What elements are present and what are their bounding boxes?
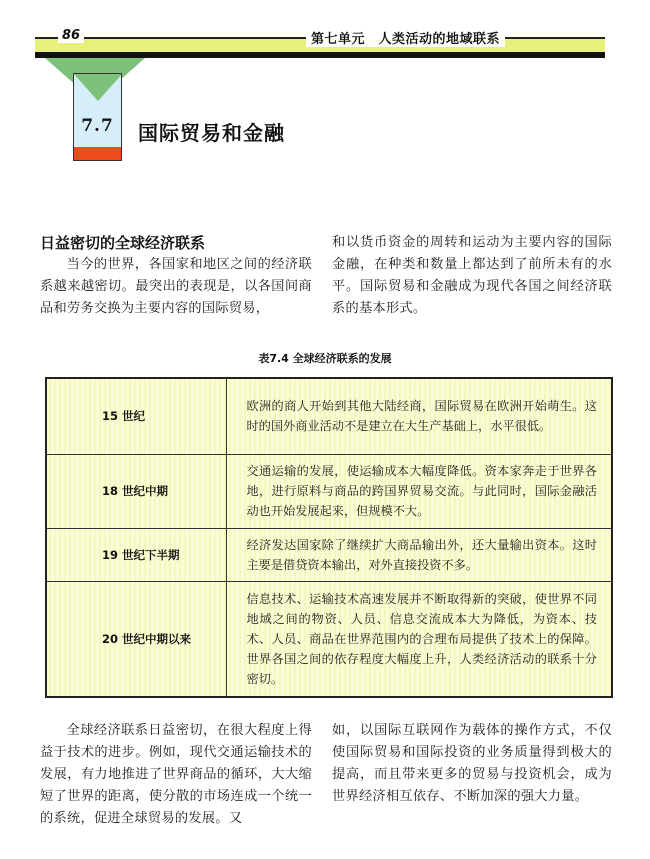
intro-text-right: 和以货币资金的周转和运动为主要内容的国际金融，在种类和数量上都达到了前所未有的水平。国际贸易和金融成为现代各国之间经济联系的基本形式。 <box>332 235 612 316</box>
closing-text-left: 全球经济联系日益密切，在很大程度上得益于技术的进步。例如，现代交通运输技术的发展，有力地推进了世界商品的循环，大大缩短了世界的距离，使分散的市场连成一个统一的系统，促进全球贸易的发展。又 <box>40 723 312 826</box>
table-row <box>46 454 612 528</box>
chapter-badge <box>73 73 122 161</box>
closing-paragraph-left <box>40 720 312 830</box>
era-cell: 15 世纪 <box>46 378 226 454</box>
chapter-title: 国际贸易和金融 <box>138 121 285 145</box>
era-cell: 20 世纪中期以来 <box>46 581 226 697</box>
badge-triangle-decoration <box>73 73 122 101</box>
table-row <box>46 581 612 697</box>
section-heading: 日益密切的全球经济联系 <box>40 234 206 252</box>
description-cell: 信息技术、运输技术高速发展并不断取得新的突破，使世界不同地域之间的物资、人员、信息交流成本大为降低，为资本、技术、人员、商品在世界范围内的合理布局提供了技术上的保障。世界各国之间的依存程度大幅度上升，人类经济活动的联系十分密切。 <box>226 581 612 697</box>
table-caption: 表7.4 全球经济联系的发展 <box>258 352 392 365</box>
description-cell: 经济发达国家除了继续扩大商品输出外，还大量输出资本。这时主要是借贷资本输出，对外直接投资不多。 <box>226 528 612 581</box>
table-row <box>46 378 612 454</box>
closing-text-right: 如，以国际互联网作为载体的操作方式，不仅使国际贸易和国际投资的业务质量得到极大的提高，而且带来更多的贸易与投资机会，成为世界经济相互依存、不断加深的强大力量。 <box>332 723 612 804</box>
intro-paragraph-left <box>40 254 312 320</box>
era-cell: 18 世纪中期 <box>46 454 226 528</box>
description-cell: 交通运输的发展，使运输成本大幅度降低。资本家奔走于世界各地，进行原料与商品的跨国界贸易交流。与此同时，国际金融活动也开始发展起来，但规模不大。 <box>226 454 612 528</box>
closing-paragraph-right <box>332 720 612 808</box>
intro-paragraph-right <box>332 232 612 320</box>
description-cell: 欧洲的商人开始到其他大陆经商，国际贸易在欧洲开始萌生。这时的国外商业活动不是建立在大生产基础上，水平很低。 <box>246 399 597 434</box>
table-row <box>46 528 612 581</box>
intro-text-left: 当今的世界，各国家和地区之间的经济联系越来越密切。最突出的表现是，以各国间商品和劳务交换为主要内容的国际贸易， <box>40 257 312 316</box>
era-cell: 19 世纪下半期 <box>46 528 226 581</box>
chapter-number: 7.7 <box>81 116 114 136</box>
page-number: 86 <box>58 28 84 43</box>
economic-links-table <box>45 377 613 698</box>
unit-title: 第七单元 人类活动的地域联系 <box>306 28 505 47</box>
badge-red-bar <box>74 147 121 160</box>
